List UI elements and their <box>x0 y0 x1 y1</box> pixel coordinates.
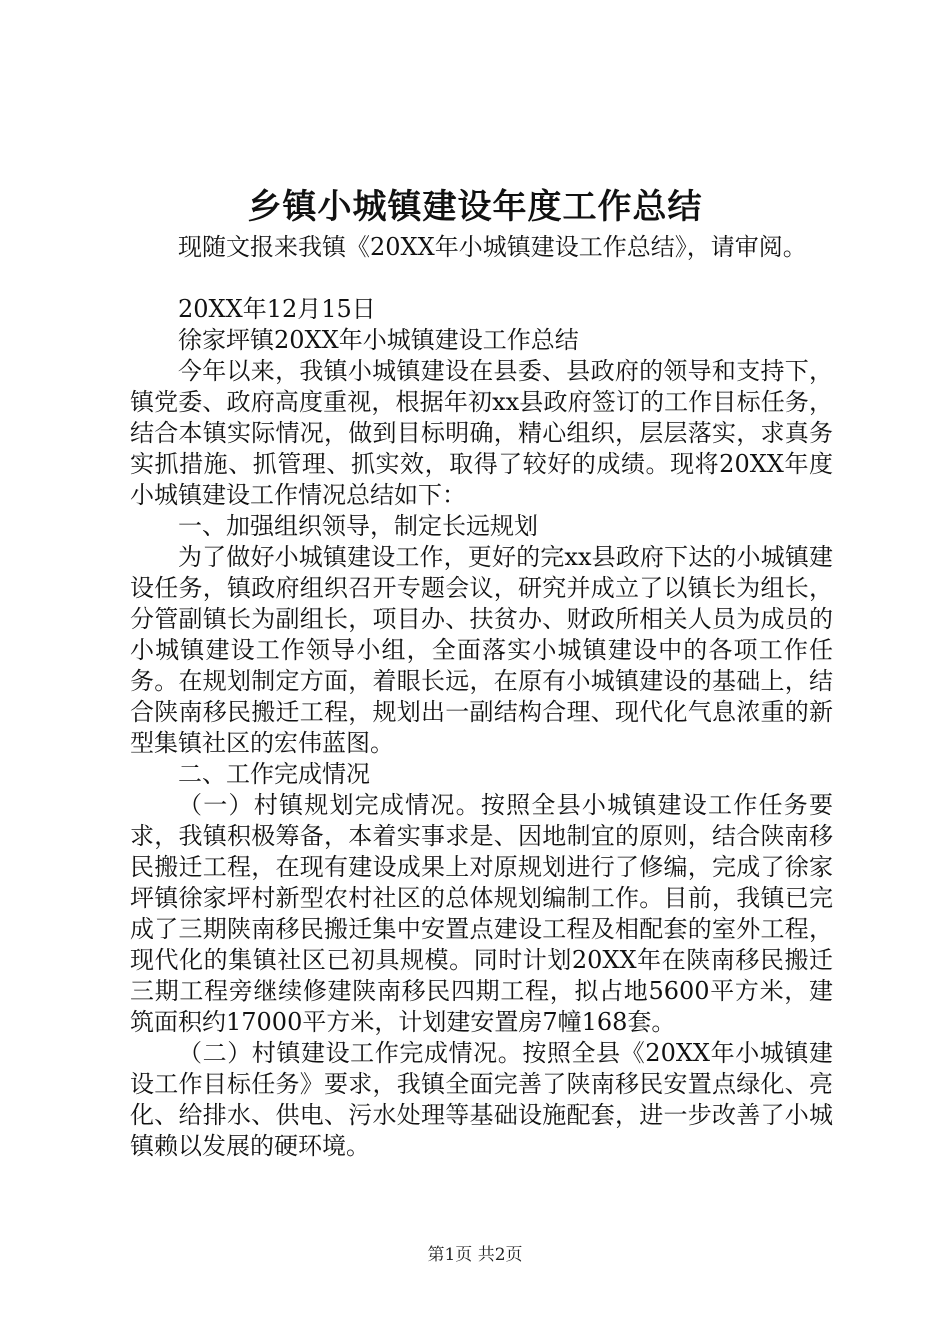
section-1-paragraph: 为了做好小城镇建设工作，更好的完xx县政府下达的小城镇建设任务，镇政府组织召开专题会议，研究并成立了以镇长为组长，分管副镇长为副组长，项目办、扶贫办、财政所相关人员为成员的小城镇建设工作领导小组，全面落实小城镇建设中的各项工作任务。在规划制定方面，着眼长远，在原有小城镇建设的基础上，结合陕南移民搬迁工程，规划出一副结构合理、现代化气息浓重的新型集镇社区的宏伟蓝图。 <box>130 543 833 757</box>
cover-note-paragraph: 现随文报来我镇《20XX年小城镇建设工作总结》，请审阅。 <box>178 233 807 261</box>
document-title: 乡镇小城镇建设年度工作总结 <box>247 187 703 227</box>
document-body <box>130 232 833 1162</box>
report-subtitle: 徐家坪镇20XX年小城镇建设工作总结 <box>178 326 579 354</box>
subsection-2-paragraph: （二）村镇建设工作完成情况。按照全县《20XX年小城镇建设工作目标任务》要求，我镇全面完善了陕南移民安置点绿化、亮化、给排水、供电、污水处理等基础设施配套，进一步改善了小城镇赖以发展的硬环境。 <box>130 1039 833 1160</box>
section-heading-2: 二、工作完成情况 <box>178 760 370 788</box>
page-footer: 第1页 共2页 <box>427 1245 523 1265</box>
date-line: 20XX年12月15日 <box>178 295 376 323</box>
intro-paragraph: 今年以来，我镇小城镇建设在县委、县政府的领导和支持下，镇党委、政府高度重视，根据年初xx县政府签订的工作目标任务，结合本镇实际情况，做到目标明确，精心组织，层层落实，求真务实抓措施、抓管理、抓实效，取得了较好的成绩。现将20XX年度小城镇建设工作情况总结如下： <box>130 357 833 509</box>
section-heading-1: 一、加强组织领导，制定长远规划 <box>178 512 538 540</box>
subsection-1-paragraph: （一）村镇规划完成情况。按照全县小城镇建设工作任务要求，我镇积极筹备，本着实事求是、因地制宜的原则，结合陕南移民搬迁工程，在现有建设成果上对原规划进行了修编，完成了徐家坪镇徐家坪村新型农村社区的总体规划编制工作。目前，我镇已完成了三期陕南移民搬迁集中安置点建设工程及相配套的室外工程，现代化的集镇社区已初具规模。同时计划20XX年在陕南移民搬迁三期工程旁继续修建陕南移民四期工程，拟占地5600平方米，建筑面积约17000平方米，计划建安置房7幢168套。 <box>130 791 833 1036</box>
